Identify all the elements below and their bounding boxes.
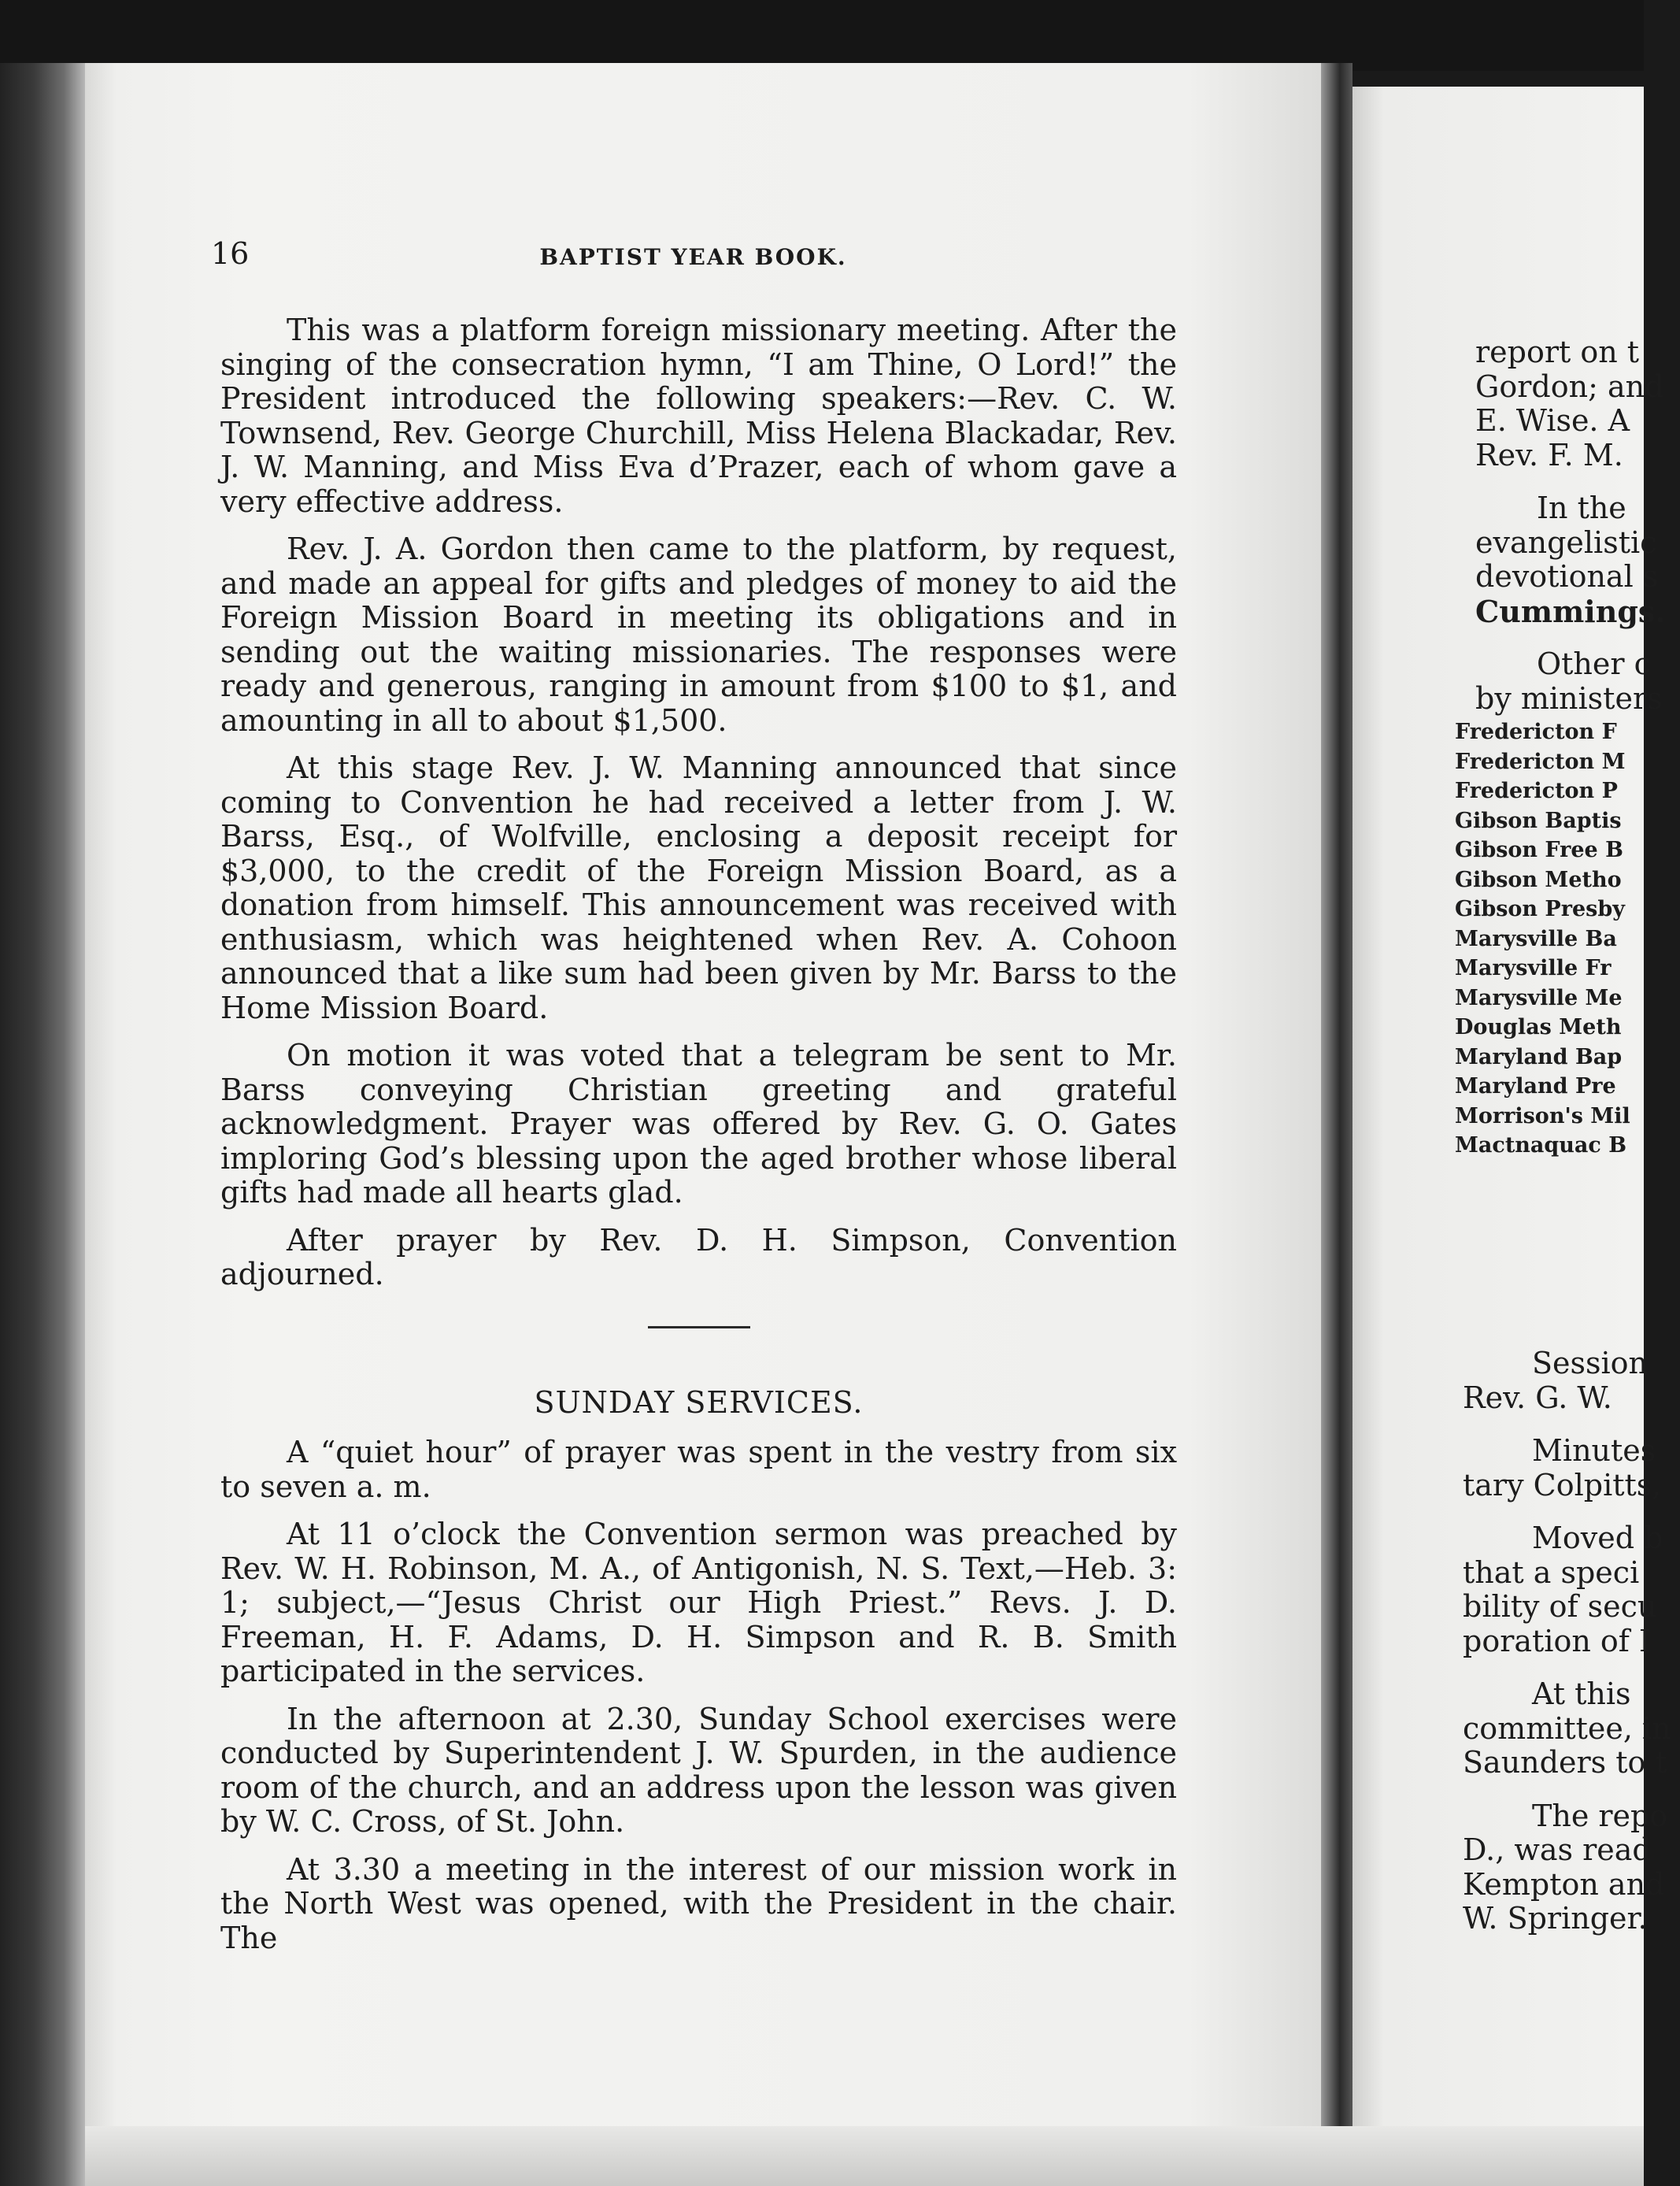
book-spine-edge (0, 63, 85, 2186)
paragraph: At 3.30 a meeting in the interest of our mission work in the North West was opened, with the President in the chair. The (220, 1851, 1177, 1955)
text-line: poration of I (1463, 1623, 1651, 1658)
text-line: evangelistic (1475, 524, 1657, 560)
paragraph: A “quiet hour” of prayer was spent in the vestry from six to seven a. m. (220, 1435, 1177, 1504)
page-number: 16 (211, 236, 250, 271)
text-line: Rev. F. M. (1475, 437, 1623, 472)
list-item: Gibson Free B (1455, 838, 1623, 862)
list-item: Fredericton P (1455, 779, 1618, 803)
church-list (1455, 717, 1644, 1161)
list-item: Marysville Me (1455, 985, 1623, 1010)
list-item: Marysville Ba (1455, 926, 1617, 951)
section-divider (648, 1326, 750, 1328)
list-item: Morrison's Mil (1455, 1103, 1630, 1128)
text-line: W. Springer. (1463, 1901, 1648, 1936)
text-line: At this (1532, 1677, 1631, 1711)
list-item: Fredericton F (1455, 720, 1617, 744)
running-head (211, 236, 1175, 283)
text-line: that a speci (1463, 1554, 1640, 1590)
section-heading: SUNDAY SERVICES. (534, 1384, 864, 1420)
text-line: Moved b (1532, 1521, 1663, 1555)
left-page-body (220, 313, 1177, 1969)
paragraph: Rev. J. A. Gordon then came to the platform, by request, and made an appeal for gifts and pledges of money to aid the Foreign Mission Board in meeting its obligations and in sending out the waiting missionaries. The responses were ready and generous, ranging in amount from $100 to $1, and amounting in all to about $1,500. (220, 532, 1177, 738)
text-line: Gordon; and (1475, 369, 1664, 404)
text-line: Other c (1537, 647, 1651, 681)
paragraph: At 11 o’clock the Convention sermon was preached by Rev. W. H. Robinson, M. A., of Antigonish, N. S. Text,—Heb. 3: 1; subject,—“Jesus Christ our High Priest.” Revs. J. D. Freeman, H. F. Adams, D. H. Simpson and R. B. Smith participated in the services. (220, 1517, 1177, 1688)
list-item: Gibson Presby (1455, 897, 1625, 921)
text-line: D., was read (1463, 1832, 1652, 1867)
right-page-text-bottom (1463, 1346, 1671, 1936)
text-line: Saunders to t (1463, 1745, 1667, 1780)
list-item: Maryland Bap (1455, 1044, 1623, 1069)
list-item: Fredericton M (1455, 749, 1626, 774)
list-item: Marysville Fr (1455, 956, 1612, 980)
text-line: tary Colpitts, (1463, 1467, 1662, 1502)
running-title: BAPTIST YEAR BOOK. (539, 244, 847, 270)
paragraph: After prayer by Rev. D. H. Simpson, Convention adjourned. (220, 1222, 1177, 1291)
text-line: Rev. G. W. (1463, 1380, 1612, 1415)
text-line: E. Wise. A (1475, 403, 1630, 438)
right-page-text-top (1475, 335, 1680, 716)
list-item: Maryland Pre (1455, 1074, 1616, 1099)
right-page-clip (1353, 0, 1671, 2186)
page-bottom-edge (85, 2126, 1644, 2186)
book-gutter (1321, 63, 1353, 2186)
list-item: Mactnaquac B (1455, 1133, 1627, 1158)
text-line: devotional s (1475, 559, 1659, 594)
text-line: Session (1532, 1346, 1649, 1380)
text-line: Minutes (1532, 1433, 1656, 1468)
list-item: Gibson Baptis (1455, 808, 1622, 833)
text-line: report on t (1475, 335, 1640, 369)
text-line: bility of secu (1463, 1589, 1657, 1624)
paragraph: On motion it was voted that a telegram be sent to Mr. Barss conveying Christian greeting and grateful acknowledgment. Prayer was offered by Rev. G. O. Gates imploring God’s blessing upon the aged brother whose liberal gifts had made all hearts glad. (220, 1038, 1177, 1210)
text-line: The repo (1532, 1798, 1668, 1833)
paragraph: This was a platform foreign missionary meeting. After the singing of the consecration hymn, “I am Thine, O Lord!” the President introduced the following speakers:—Rev. C. W. Townsend, Rev. George Churchill, Miss Helena Blackadar, Rev. J. W. Manning, and Miss Eva d’Prazer, each of whom gave a very effective address. (220, 313, 1177, 519)
paragraph: In the afternoon at 2.30, Sunday School exercises were conducted by Superintendent J. W. Spurden, in the audience room of the church, and an address upon the lesson was given by W. C. Cross, of St. John. (220, 1701, 1177, 1839)
text-line: Kempton and (1463, 1866, 1665, 1902)
text-line: In the (1537, 491, 1626, 525)
list-item: Douglas Meth (1455, 1015, 1622, 1039)
list-item: Gibson Metho (1455, 867, 1622, 892)
paragraph: At this stage Rev. J. W. Manning announced that since coming to Convention he had received a letter from J. W. Barss, Esq., of Wolfville, enclosing a deposit receipt for $3,000, to the credit of the Foreign Mission Board, as a donation from himself. This announcement was received with enthusiasm, which was heightened when Rev. A. Cohoon announced that a like sum had been given by Mr. Barss to the Home Mission Board. (220, 750, 1177, 1025)
text-line: by ministers (1475, 680, 1663, 716)
text-line: committee, in (1463, 1710, 1671, 1746)
text-line: Cummings. (1475, 593, 1666, 629)
